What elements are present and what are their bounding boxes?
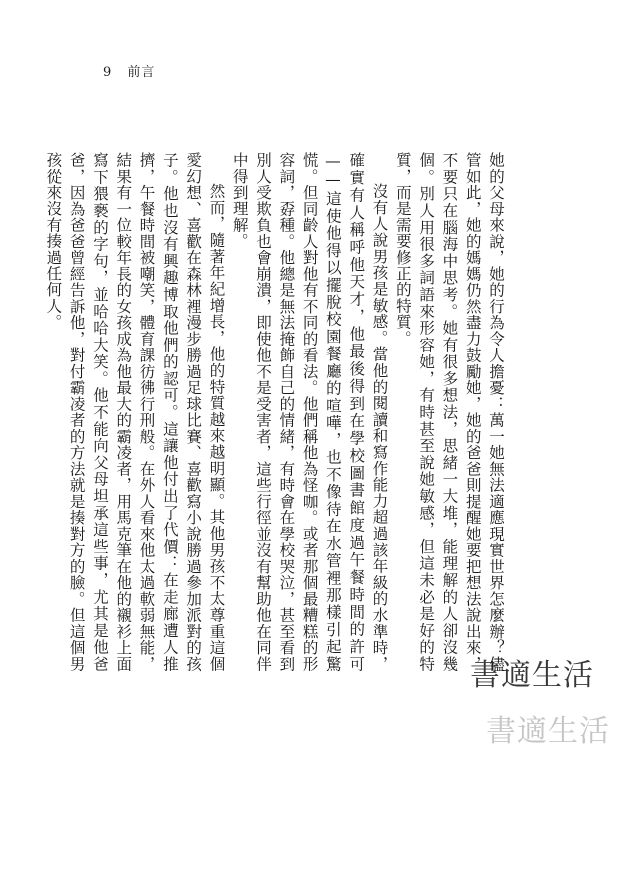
body-text xyxy=(41,152,507,672)
paragraph-1: 她的父母來說，她的行為令人擔憂：萬一她無法適應現實世界怎麼辦？儘管如此，她的媽媽仍然盡力鼓勵她，她的爸爸則提醒她要把想法說出來，不要只在腦海中思考。她有很多想法，思緒一大堆，能理解的人卻沒幾個。別人用很多詞語來形容她，有時甚至說她敏感，但這未必是好的特質，而是需要修正的特質。 xyxy=(393,152,505,672)
paragraph-2: 沒有人說男孩是敏感。當他的閱讀和寫作能力超過該年級的水準時，確實有人稱呼他天才，他最後得到在學校圖書館度過午餐時間的許可——這使他得以擺脫校園餐廳的喧嘩，也不像待在水管裡那樣引起驚慌。但同齡人對他有不同的看法。他們稱他為怪咖。或者那個最糟糕的形容詞，孬種。他總是無法掩飾自己的情緒，有時會在學校哭泣，甚至看到別人受欺負也會崩潰，即使他不是受害者，這些行徑並沒有幫助他在同伴中得到理解。 xyxy=(230,152,389,672)
paragraph-3: 然而，隨著年紀增長，他的特質越來越明顯。其他男孩不太尊重這個愛幻想、喜歡在森林裡漫步勝過足球比賽、喜歡寫小說勝過參加派對的孩子。他也沒有興趣博取他們的認可。這讓他付出了代價：在走廊遭人推擠，午餐時間被嘲笑，體育課彷彿行刑般。在外人看來他太過軟弱無能，結果有一位較年長的女孩成為他最大的霸凌者，用馬克筆在他的襯衫上面寫下猥褻的字句，並哈哈大笑。他不能向父母坦承這些事，尤其是他爸爸，因為爸爸曾經告訴他，對付霸凌者的方法就是揍對方的臉。但這個男孩從來沒有揍過任何人。 xyxy=(44,152,226,672)
watermark-logo: 書適生活 xyxy=(470,658,594,693)
section-title: 前言 xyxy=(127,65,156,80)
page-number: 9 xyxy=(103,65,113,80)
watermark-logo-faded: 書適生活 xyxy=(486,714,610,749)
page-header xyxy=(103,61,155,80)
